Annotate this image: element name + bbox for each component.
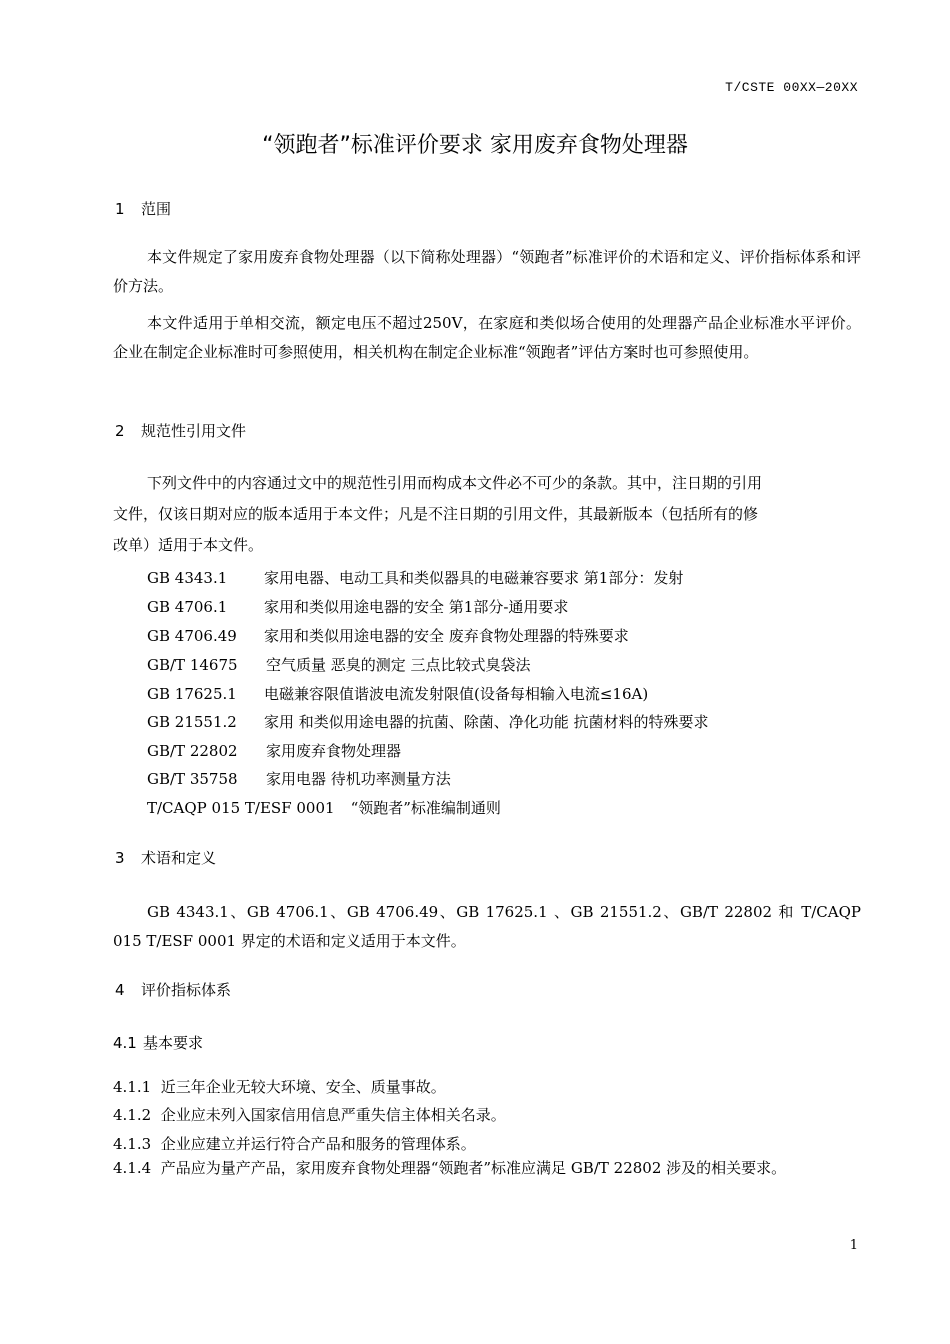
subsection-number: 4.1 <box>113 1034 137 1052</box>
requirement-text: 产品应为量产产品，家用废弃食物处理器“领跑者”标准应满足 GB/T 22802 涉及的相关要求。 <box>160 1159 787 1177</box>
reference-title: 家用电器 待机功率测量方法 <box>266 770 451 788</box>
reference-code: GB/T 14675 <box>147 656 238 674</box>
requirement-number: 4.1.2 <box>113 1106 152 1124</box>
reference-row <box>147 596 568 617</box>
document-id: T/CSTE 00XX—20XX <box>725 80 858 95</box>
section-heading-normative-refs <box>115 420 246 441</box>
reference-code: GB 4706.49 <box>147 627 237 645</box>
reference-title: 家用 和类似用途电器的抗菌、除菌、净化功能 抗菌材料的特殊要求 <box>264 713 709 731</box>
section-heading-indicators <box>115 979 231 1000</box>
requirement-number: 4.1.4 <box>113 1159 152 1177</box>
page-title: “领跑者”标准评价要求 家用废弃食物处理器 <box>262 133 688 158</box>
reference-title: “领跑者”标准编制通则 <box>350 799 501 817</box>
reference-row <box>147 567 683 588</box>
section-title: 评价指标体系 <box>141 981 232 999</box>
reference-code: GB/T 22802 <box>147 742 238 760</box>
reference-title: 家用废弃食物处理器 <box>266 742 402 760</box>
reference-row <box>147 654 531 675</box>
section-number: 4 <box>115 981 125 999</box>
requirement-item <box>113 1104 506 1125</box>
reference-title: 空气质量 恶臭的测定 三点比较式臭袋法 <box>266 656 531 674</box>
requirement-item <box>113 1133 476 1154</box>
scope-paragraph-1: 本文件规定了家用废弃食物处理器（以下简称处理器）“领跑者”标准评价的术语和定义、评价指标体系和评价方法。 <box>113 248 861 295</box>
reference-title: 电磁兼容限值谐波电流发射限值(设备每相输入电流≤16A) <box>264 685 649 703</box>
refs-intro-line-2: 文件，仅该日期对应的版本适用于本文件；凡是不注日期的引用文件，其最新版本（包括所有的修 <box>113 505 759 523</box>
section-title: 范围 <box>141 200 172 218</box>
scope-paragraph-2: 本文件适用于单相交流，额定电压不超过250V，在家庭和类似场合使用的处理器产品企业标准水平评价。企业在制定企业标准时可参照使用，相关机构在制定企业标准“领跑者”评估方案时也可参照使用。 <box>113 314 861 361</box>
requirement-number: 4.1.3 <box>113 1135 152 1153</box>
reference-title: 家用电器、电动工具和类似器具的电磁兼容要求 第1部分：发射 <box>264 569 684 587</box>
requirement-item <box>113 1076 446 1097</box>
reference-row <box>147 711 709 732</box>
reference-row <box>147 797 501 818</box>
requirement-text: 企业应建立并运行符合产品和服务的管理体系。 <box>160 1135 476 1153</box>
reference-code: GB 4343.1 <box>147 569 228 587</box>
refs-intro-line-1: 下列文件中的内容通过文中的规范性引用而构成本文件必不可少的条款。其中，注日期的引用 <box>147 474 763 492</box>
reference-code: T/CAQP 015 T/ESF 0001 <box>147 799 335 817</box>
reference-title: 家用和类似用途电器的安全 废弃食物处理器的特殊要求 <box>264 627 629 645</box>
section-number: 1 <box>115 200 125 218</box>
requirement-text: 企业应未列入国家信用信息严重失信主体相关名录。 <box>160 1106 506 1124</box>
reference-row <box>147 740 401 761</box>
subsection-heading-basic-requirements <box>113 1032 203 1053</box>
reference-row <box>147 768 451 789</box>
section-heading-terms <box>115 847 216 868</box>
reference-row <box>147 683 648 704</box>
section-title: 规范性引用文件 <box>141 422 247 440</box>
reference-code: GB 4706.1 <box>147 598 228 616</box>
section-number: 2 <box>115 422 125 440</box>
reference-row <box>147 625 629 646</box>
requirement-number: 4.1.1 <box>113 1078 152 1096</box>
reference-title: 家用和类似用途电器的安全 第1部分-通用要求 <box>264 598 569 616</box>
requirement-item <box>113 1157 786 1178</box>
section-title: 术语和定义 <box>141 849 217 867</box>
terms-paragraph: GB 4343.1、GB 4706.1、GB 4706.49、GB 17625.1 、GB 21551.2、GB/T 22802 和 T/CAQP 015 T/ESF 0001 界定的术语和定义适用于本文件。 <box>113 903 861 950</box>
section-heading-scope <box>115 198 171 219</box>
section-number: 3 <box>115 849 125 867</box>
subsection-title: 基本要求 <box>143 1034 204 1052</box>
requirement-text: 近三年企业无较大环境、安全、质量事故。 <box>160 1078 446 1096</box>
page-number: 1 <box>849 1238 858 1253</box>
reference-code: GB 21551.2 <box>147 713 237 731</box>
reference-code: GB/T 35758 <box>147 770 238 788</box>
reference-code: GB 17625.1 <box>147 685 237 703</box>
refs-intro-line-3: 改单）适用于本文件。 <box>113 536 264 554</box>
